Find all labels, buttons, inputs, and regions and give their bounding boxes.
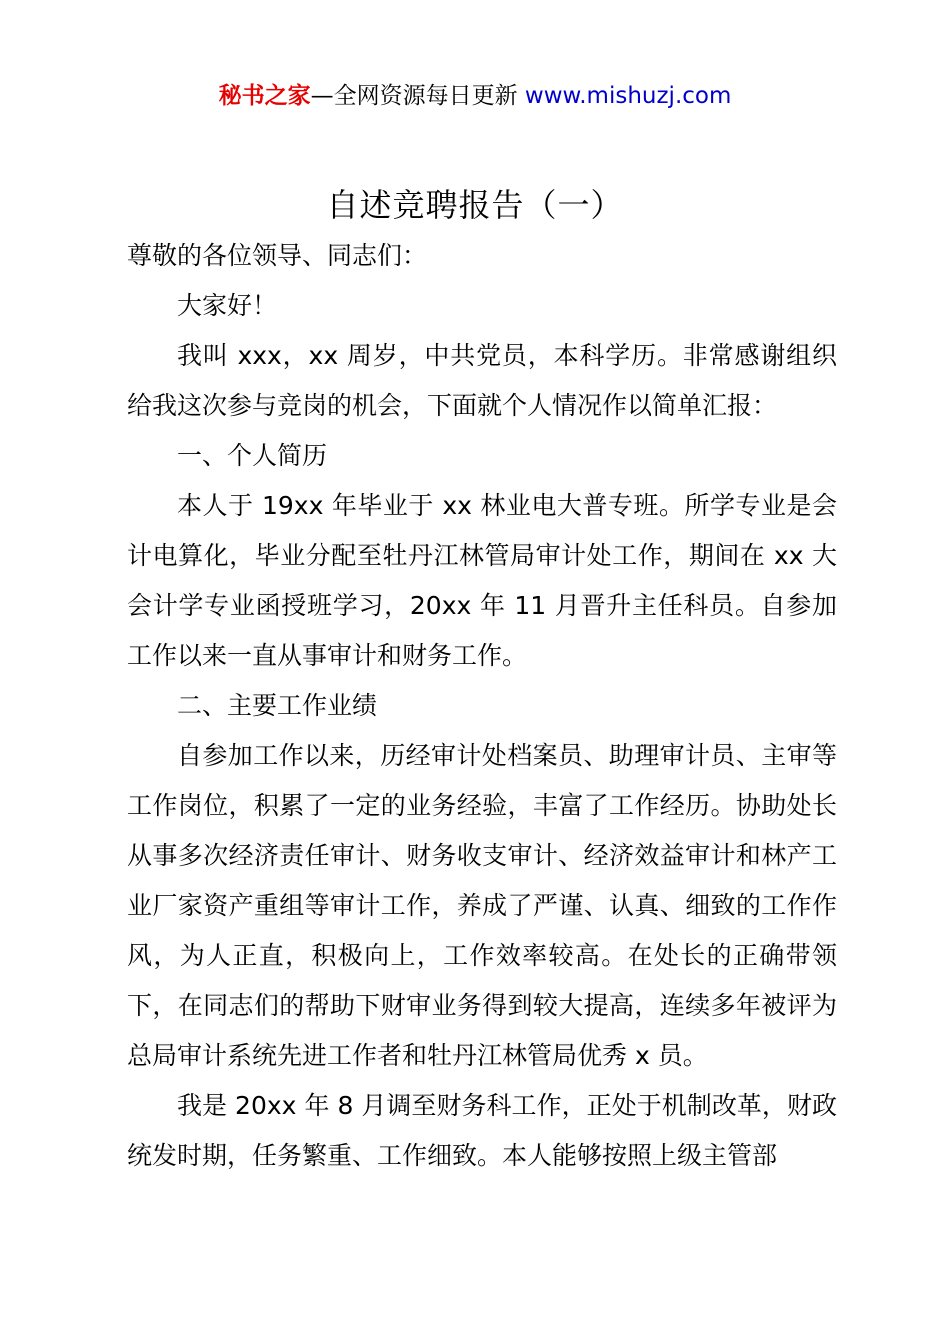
site-header <box>0 80 950 112</box>
paragraph-resume: 本人于 19xx 年毕业于 xx 林业电大普专班。所学专业是会计电算化，毕业分配至牡丹江林管局审计处工作，期间在 xx 大会计学专业函授班学习，20xx 年 11 月晋升主任科员。自参加工作以来一直从事审计和财务工作。 <box>127 491 837 670</box>
document-body <box>127 231 837 1181</box>
site-brand: 秘书之家 <box>218 83 311 109</box>
document-title: 自述竞聘报告（一） <box>326 186 624 224</box>
paragraph-introduction: 我叫 xxx，xx 周岁，中共党员，本科学历。非常感谢组织给我这次参与竞岗的机会，下面就个人情况作以简单汇报： <box>127 341 837 420</box>
site-url-link[interactable]: www.mishuzj.com <box>524 83 732 109</box>
salutation: 尊敬的各位领导、同志们： <box>127 241 428 270</box>
paragraph-achievements: 自参加工作以来，历经审计处档案员、助理审计员、主审等工作岗位，积累了一定的业务经验，丰富了工作经历。协助处长从事多次经济责任审计、财务收支审计、经济效益审计和林产工业厂家资产重组等审计工作，养成了严谨、认真、细致的工作作风，为人正直，积极向上，工作效率较高。在处长的正确带领下，在同志们的帮助下财审业务得到较大提高，连续多年被评为总局审计系统先进工作者和牡丹江林管局优秀 x 员。 <box>127 741 837 1070</box>
section-heading-resume: 一、个人简历 <box>177 441 328 470</box>
section-heading-achievements: 二、主要工作业绩 <box>177 691 378 720</box>
site-tagline: —全网资源每日更新 <box>310 83 525 109</box>
paragraph-greeting: 大家好！ <box>177 291 278 320</box>
paragraph-finance-work: 我是 20xx 年 8 月调至财务科工作，正处于机制改革，财政统发时期，任务繁重、工作细致。本人能够按照上级主管部 <box>127 1091 837 1170</box>
